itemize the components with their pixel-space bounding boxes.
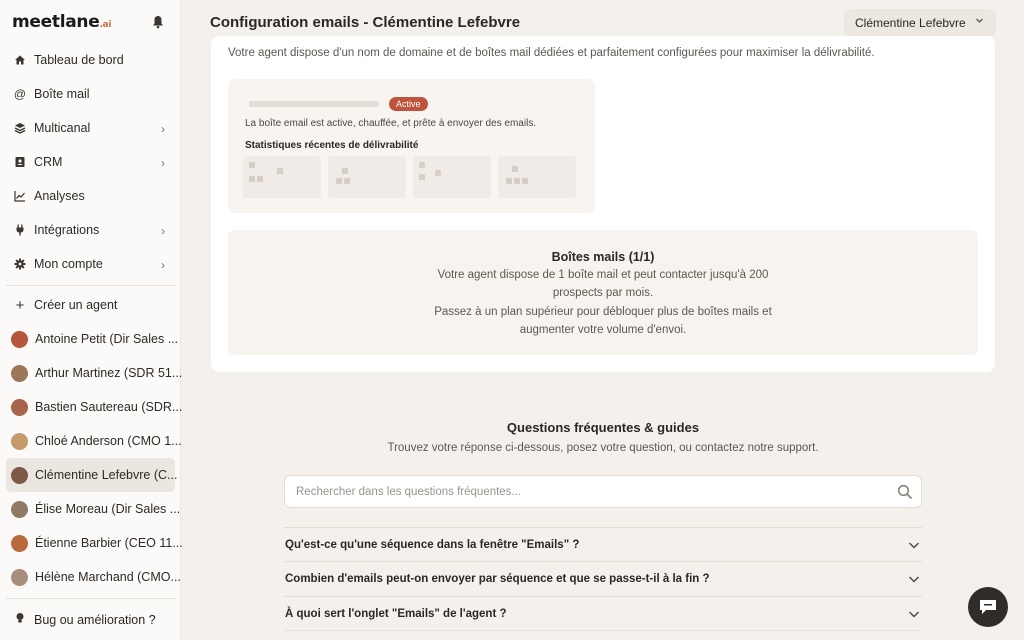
chevron-down-icon <box>975 16 984 28</box>
sidebar-item-label: Boîte mail <box>34 87 90 101</box>
sidebar-item-account[interactable] <box>0 247 181 281</box>
avatar <box>11 467 28 484</box>
sidebar-divider <box>6 285 175 286</box>
faq-question: Combien d'emails peut-on envoyer par séquence et que se passe-t-il à la fin ? <box>285 572 710 585</box>
faq-item[interactable] <box>284 561 922 595</box>
lightbulb-icon <box>14 612 26 627</box>
layers-icon <box>14 122 26 134</box>
faq-item[interactable] <box>284 527 922 561</box>
gear-icon <box>14 258 26 270</box>
logo[interactable] <box>12 12 111 32</box>
at-icon: @ <box>13 87 27 101</box>
faq-search <box>284 475 922 508</box>
agent-item[interactable] <box>0 492 181 526</box>
chevron-down-icon <box>908 609 920 619</box>
chevron-right-icon: › <box>161 156 165 170</box>
plus-icon: + <box>15 296 25 314</box>
chart-line-icon <box>14 190 26 202</box>
bug-label: Bug ou amélioration ? <box>34 612 156 627</box>
agent-label: Étienne Barbier (CEO 11... <box>35 536 183 550</box>
plan-line: Passez à un plan supérieur pour débloquer plus de boîtes mails et <box>434 306 772 318</box>
sidebar-item-crm[interactable] <box>0 145 181 179</box>
search-icon[interactable] <box>897 484 913 500</box>
sidebar-item-label: Multicanal <box>34 121 91 135</box>
plan-line: augmenter votre volume d'envoi. <box>519 324 687 336</box>
agent-item[interactable] <box>0 390 181 424</box>
sidebar-item-label: Tableau de bord <box>34 53 124 67</box>
faq-subtitle: Trouvez votre réponse ci-dessous, posez votre question, ou contactez notre support. <box>387 442 819 454</box>
home-icon <box>14 54 26 66</box>
faq-item[interactable] <box>284 596 922 630</box>
faq-divider <box>284 630 922 631</box>
sidebar-item-dashboard[interactable] <box>0 43 181 77</box>
contact-book-icon <box>14 156 26 168</box>
agent-label: Arthur Martinez (SDR 51... <box>35 366 183 380</box>
sidebar-item-label: Mon compte <box>34 257 103 271</box>
sidebar-item-label: Intégrations <box>34 223 100 237</box>
create-agent-label: Créer un agent <box>34 298 118 312</box>
agent-item-active[interactable] <box>6 458 178 492</box>
agent-label: Clémentine Lefebvre (C... <box>35 468 178 482</box>
avatar <box>11 501 28 518</box>
stat-tile <box>498 156 576 198</box>
chevron-down-icon <box>908 574 920 584</box>
agent-item[interactable] <box>0 322 181 356</box>
agent-label: Élise Moreau (Dir Sales ... <box>35 502 181 516</box>
page-title: Configuration emails - Clémentine Lefebvre <box>210 14 521 31</box>
faq-question: Qu'est-ce qu'une séquence dans la fenêtre "Emails" ? <box>285 538 580 551</box>
avatar <box>11 331 28 348</box>
chevron-right-icon: › <box>161 224 165 238</box>
chat-support-button[interactable] <box>968 587 1008 627</box>
avatar <box>11 535 28 552</box>
chevron-right-icon: › <box>161 122 165 136</box>
chevron-right-icon: › <box>161 258 165 272</box>
agent-item[interactable] <box>0 356 181 390</box>
sidebar-nav <box>0 43 181 281</box>
plan-panel <box>228 230 978 355</box>
sidebar-item-multichannel[interactable] <box>0 111 181 145</box>
avatar <box>11 433 28 450</box>
agent-label: Chloé Anderson (CMO 1... <box>35 434 182 448</box>
plan-line: prospects par mois. <box>552 287 654 299</box>
agent-item[interactable] <box>0 560 181 594</box>
faq-question: À quoi sert l'onglet "Emails" de l'agent ? <box>285 607 507 620</box>
sidebar-divider <box>6 598 175 599</box>
sidebar <box>0 0 181 640</box>
status-badge: Active <box>389 97 428 111</box>
create-agent-button[interactable] <box>0 288 181 322</box>
agent-label: Bastien Sautereau (SDR... <box>35 400 183 414</box>
agent-item[interactable] <box>0 526 181 560</box>
agent-label: Antoine Petit (Dir Sales ... <box>35 332 179 346</box>
agent-list <box>0 322 181 594</box>
logo-text: meetlane <box>12 12 100 32</box>
chevron-down-icon <box>908 540 920 550</box>
redacted-address <box>249 101 379 107</box>
avatar <box>11 365 28 382</box>
chat-bubble-icon <box>978 598 998 616</box>
sidebar-item-label: CRM <box>34 155 63 169</box>
plan-line: Votre agent dispose de 1 boîte mail et peut contacter jusqu'à 200 <box>437 269 769 281</box>
user-menu-button[interactable] <box>844 9 996 36</box>
bell-icon[interactable] <box>152 15 164 29</box>
agent-item[interactable] <box>0 424 181 458</box>
sidebar-item-label: Analyses <box>34 189 85 203</box>
mailbox-panel <box>228 79 595 213</box>
plug-icon <box>14 224 26 236</box>
mailbox-status-text: La boîte email est active, chauffée, et prête à envoyer des emails. <box>245 118 537 129</box>
faq-title: Questions fréquentes & guides <box>506 420 700 435</box>
avatar <box>11 399 28 416</box>
faq-search-input[interactable] <box>296 483 876 501</box>
plan-title: Boîtes mails (1/1) <box>551 250 655 264</box>
stat-tile <box>328 156 406 198</box>
stat-tile <box>413 156 491 198</box>
sidebar-item-analytics[interactable] <box>0 179 181 213</box>
intro-text: Votre agent dispose d'un nom de domaine et de boîtes mail dédiées et parfaitement configurées pour maximiser la délivrabilité. <box>228 47 875 59</box>
avatar <box>11 569 28 586</box>
sidebar-item-mailbox[interactable] <box>0 77 181 111</box>
email-config-card <box>211 36 995 372</box>
stats-title: Statistiques récentes de délivrabilité <box>245 140 419 151</box>
sidebar-item-integrations[interactable] <box>0 213 181 247</box>
user-name: Clémentine Lefebvre <box>855 15 966 30</box>
stat-tile <box>243 156 321 198</box>
bug-report-button[interactable] <box>14 612 156 627</box>
logo-suffix: .ai <box>99 20 112 30</box>
agent-label: Hélène Marchand (CMO... <box>35 570 181 584</box>
